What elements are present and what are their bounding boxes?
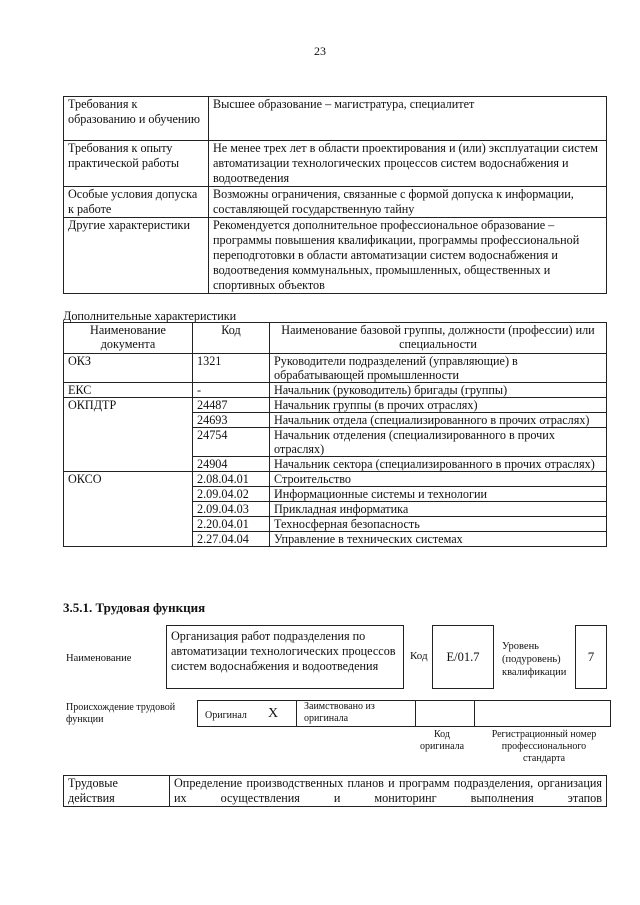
code-label: Код bbox=[410, 650, 428, 662]
name-cell: Прикладная информатика bbox=[270, 502, 607, 517]
code-cell: 24693 bbox=[193, 413, 270, 428]
name-cell: Информационные системы и технологии bbox=[270, 487, 607, 502]
table-row bbox=[64, 187, 607, 218]
table-row bbox=[64, 218, 607, 294]
name-cell: Начальник отделения (специализированного в прочих отраслях) bbox=[270, 428, 607, 457]
qualification-level-label: Уровень (подуровень) квалификации bbox=[502, 641, 567, 678]
code-original-label: Код оригинала bbox=[419, 729, 465, 752]
table-row bbox=[64, 97, 607, 141]
code-cell: 24904 bbox=[193, 457, 270, 472]
registration-number-label: Регистрационный номер профессионального стандарта bbox=[491, 729, 597, 764]
qualification-level-value: 7 bbox=[575, 625, 607, 689]
header-code: Код bbox=[193, 323, 270, 354]
requirement-label: Другие характеристики bbox=[64, 218, 209, 294]
table-row bbox=[64, 383, 607, 398]
requirement-value: Высшее образование – магистратура, специалитет bbox=[209, 97, 607, 141]
requirement-label: Требования к образованию и обучению bbox=[64, 97, 209, 141]
requirement-label: Требования к опыту практической работы bbox=[64, 141, 209, 187]
code-cell: 2.09.04.03 bbox=[193, 502, 270, 517]
name-cell: Начальник отдела (специализированного в прочих отраслях) bbox=[270, 413, 607, 428]
code-cell: 2.08.04.01 bbox=[193, 472, 270, 487]
code-cell: - bbox=[193, 383, 270, 398]
original-label: Оригинал bbox=[205, 710, 247, 721]
page-number: 23 bbox=[314, 44, 326, 58]
code-cell: 24754 bbox=[193, 428, 270, 457]
requirement-value: Возможны ограничения, связанные с формой допуска к информации, составляющей государственную тайну bbox=[209, 187, 607, 218]
labor-actions-text: Определение производственных планов и программ подразделения, организация их осуществления и мониторинг выполнения этапов bbox=[170, 776, 607, 807]
code-cell: 2.09.04.02 bbox=[193, 487, 270, 502]
code-cell: 2.27.04.04 bbox=[193, 532, 270, 547]
additional-characteristics-caption: Дополнительные характеристики bbox=[63, 309, 237, 323]
doc-cell: ОКЗ bbox=[64, 354, 193, 383]
table-row bbox=[64, 141, 607, 187]
function-name-label: Наименование bbox=[66, 653, 132, 664]
section-title: 3.5.1. Трудовая функция bbox=[63, 600, 206, 615]
name-cell: Техносферная безопасность bbox=[270, 517, 607, 532]
name-cell: Начальник группы (в прочих отраслях) bbox=[270, 398, 607, 413]
header-name: Наименование базовой группы, должности (профессии) или специальности bbox=[270, 323, 607, 354]
requirement-value: Не менее трех лет в области проектирования и (или) эксплуатации систем автоматизации технологических процессов систем водоснабжения и водоотведения bbox=[209, 141, 607, 187]
table-row bbox=[64, 398, 607, 413]
borrowed-label: Заимствовано из оригинала bbox=[304, 701, 375, 724]
name-cell: Начальник сектора (специализированного в прочих отраслях) bbox=[270, 457, 607, 472]
name-cell: Начальник (руководитель) бригады (группы) bbox=[270, 383, 607, 398]
divider bbox=[415, 700, 416, 727]
table-row bbox=[64, 354, 607, 383]
code-cell: 1321 bbox=[193, 354, 270, 383]
doc-cell: ОКСО bbox=[64, 472, 193, 547]
code-cell: 24487 bbox=[193, 398, 270, 413]
code-cell: 2.20.04.01 bbox=[193, 517, 270, 532]
code-value: E/01.7 bbox=[432, 625, 494, 689]
name-cell: Руководители подразделений (управляющие) в обрабатывающей промышленности bbox=[270, 354, 607, 383]
header-document: Наименование документа bbox=[64, 323, 193, 354]
doc-cell: ЕКС bbox=[64, 383, 193, 398]
table-row bbox=[64, 472, 607, 487]
requirements-table bbox=[63, 96, 607, 294]
labor-actions-table bbox=[63, 775, 607, 807]
requirement-value: Рекомендуется дополнительное профессиональное образование – программы повышения квалификации, программы профессиональной переподготовки в области автоматизации систем водоснабжения и водоотведения коммунальных, промышленных, общественных и спортивных объектов bbox=[209, 218, 607, 294]
doc-cell: ОКПДТР bbox=[64, 398, 193, 472]
table-row bbox=[64, 776, 607, 807]
additional-characteristics-table bbox=[63, 322, 607, 547]
divider bbox=[474, 700, 475, 727]
name-cell: Управление в технических системах bbox=[270, 532, 607, 547]
divider bbox=[296, 700, 297, 727]
table-header-row bbox=[64, 323, 607, 354]
requirement-label: Особые условия допуска к работе bbox=[64, 187, 209, 218]
origin-label: Происхождение трудовой функции bbox=[66, 702, 176, 725]
original-mark: X bbox=[268, 706, 279, 721]
function-name-value: Организация работ подразделения по автоматизации технологических процессов систем водоснабжения и водоотведения bbox=[166, 625, 404, 689]
labor-actions-label: Трудовые действия bbox=[64, 776, 170, 807]
name-cell: Строительство bbox=[270, 472, 607, 487]
